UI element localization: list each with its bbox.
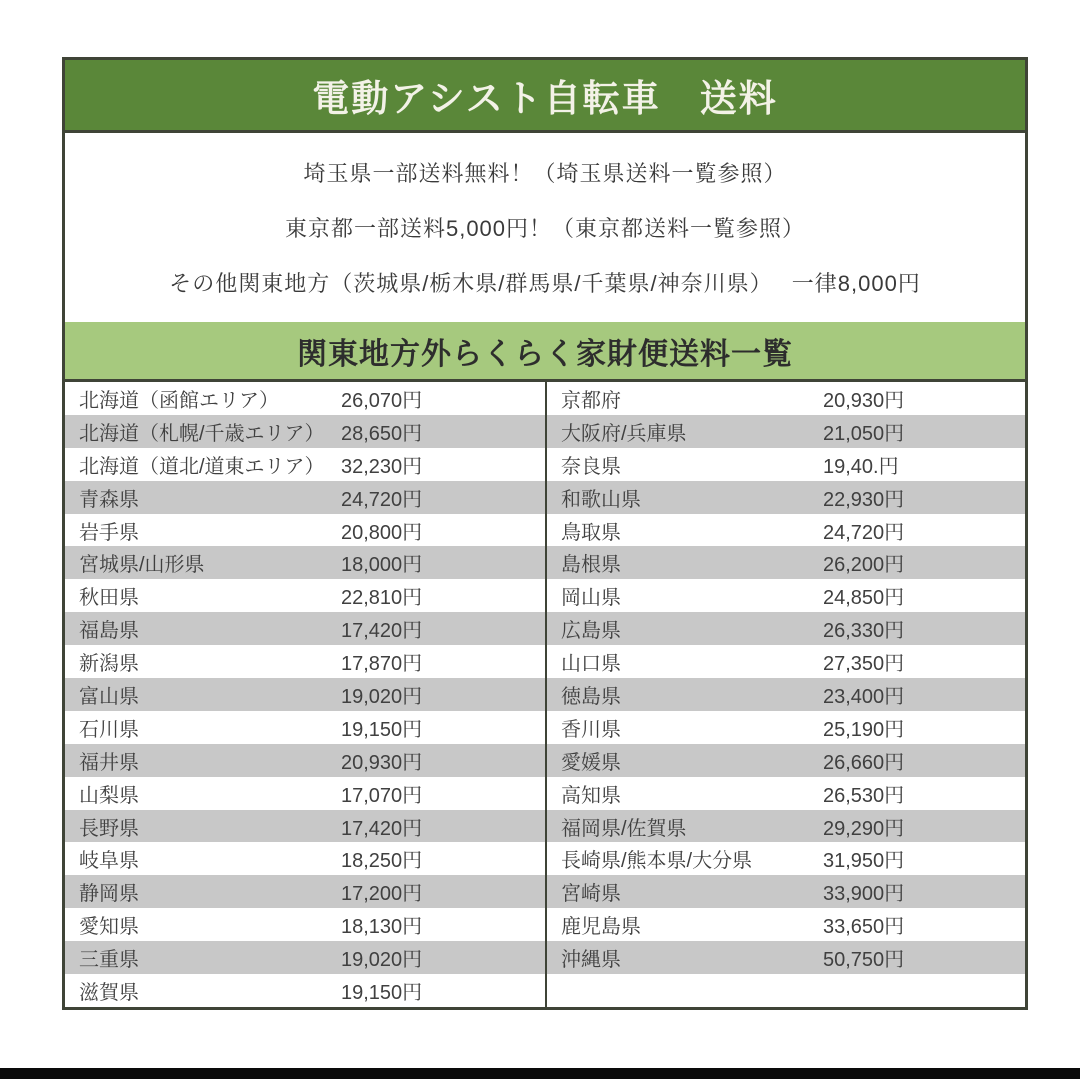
fee-value: 26,530円 [823, 784, 905, 807]
table-row [547, 481, 1025, 514]
table-row [65, 382, 545, 415]
prefecture-name: 石川県 [79, 718, 139, 741]
fee-value: 18,250円 [341, 850, 423, 873]
table-row [547, 645, 1025, 678]
prefecture-name: 高知県 [561, 784, 621, 807]
fee-value: 26,330円 [823, 620, 905, 643]
prefecture-name: 三重県 [79, 949, 139, 972]
prefecture-name: 大阪府/兵庫県 [561, 422, 687, 445]
prefecture-name: 福岡県/佐賀県 [561, 817, 687, 840]
table-row [65, 777, 545, 810]
table-row [547, 777, 1025, 810]
fee-value: 17,870円 [341, 653, 423, 676]
fee-value: 17,420円 [341, 817, 423, 840]
fee-value: 24,720円 [823, 521, 905, 544]
prefecture-name: 北海道（函館エリア） [79, 389, 279, 412]
note-tokyo: 東京都一部送料5,000円！（東京都送料一覧参照） [284, 216, 806, 241]
prefecture-name: 島根県 [561, 554, 621, 577]
prefecture-name: 山口県 [561, 653, 621, 676]
table-title: 関東地方外らくらく家財便送料一覧 [65, 322, 1025, 382]
prefecture-name: 沖縄県 [561, 949, 621, 972]
fee-value: 26,200円 [823, 554, 905, 577]
prefecture-name: 愛知県 [79, 916, 139, 939]
fee-value: 19,150円 [341, 718, 423, 741]
table-row [65, 875, 545, 908]
prefecture-name: 北海道（札幌/千歳エリア） [79, 422, 325, 445]
fee-value: 20,800円 [341, 521, 423, 544]
prefecture-name: 奈良県 [561, 455, 621, 478]
prefecture-name: 秋田県 [79, 587, 139, 610]
fee-value: 22,930円 [823, 488, 905, 511]
fee-value: 19,020円 [341, 685, 423, 708]
prefecture-name: 京都府 [561, 389, 621, 412]
fee-value: 20,930円 [341, 751, 423, 774]
fee-value: 31,950円 [823, 850, 905, 873]
fee-value: 21,050円 [823, 422, 905, 445]
table-row [65, 711, 545, 744]
table-row [547, 678, 1025, 711]
table-row [547, 810, 1025, 843]
table-row [547, 612, 1025, 645]
table-row [547, 941, 1025, 974]
table-row [65, 974, 545, 1007]
fee-value: 18,000円 [341, 554, 423, 577]
footer-bar [0, 1068, 1080, 1079]
prefecture-name: 滋賀県 [79, 981, 139, 1004]
fee-value: 19,150円 [341, 981, 423, 1004]
table-row [65, 612, 545, 645]
prefecture-name: 愛媛県 [561, 751, 621, 774]
fee-value: 23,400円 [823, 685, 905, 708]
table-row [65, 678, 545, 711]
fee-value: 25,190円 [823, 718, 905, 741]
fee-value: 17,420円 [341, 620, 423, 643]
table-row [65, 415, 545, 448]
prefecture-name: 岐阜県 [79, 850, 139, 873]
prefecture-name: 北海道（道北/道東エリア） [79, 455, 325, 478]
fee-value: 26,070円 [341, 389, 423, 412]
table-row [65, 579, 545, 612]
table-row [65, 481, 545, 514]
note-kanto-other: その他関東地方（茨城県/栃木県/群馬県/千葉県/神奈川県） 一律8,000円 [169, 271, 921, 296]
prefecture-name: 長野県 [79, 817, 139, 840]
fee-value: 32,230円 [341, 455, 423, 478]
content-sheet [62, 57, 1028, 1010]
table-row [547, 744, 1025, 777]
table-row [547, 842, 1025, 875]
fee-value: 19,020円 [341, 949, 423, 972]
fee-value: 27,350円 [823, 653, 905, 676]
prefecture-name: 長崎県/熊本県/大分県 [561, 850, 753, 873]
prefecture-name: 新潟県 [79, 653, 139, 676]
table-row [65, 448, 545, 481]
fee-value: 18,130円 [341, 916, 423, 939]
table-row [65, 810, 545, 843]
table-row [65, 514, 545, 547]
fee-value: 24,850円 [823, 587, 905, 610]
fee-value: 20,930円 [823, 389, 905, 412]
prefecture-name: 鹿児島県 [561, 916, 641, 939]
note-saitama: 埼玉県一部送料無料！（埼玉県送料一覧参照） [303, 161, 787, 186]
table-row [547, 382, 1025, 415]
prefecture-name: 宮崎県 [561, 883, 621, 906]
fee-value: 33,900円 [823, 883, 905, 906]
fee-column-left [65, 382, 545, 1007]
table-row [65, 546, 545, 579]
fee-value: 24,720円 [341, 488, 423, 511]
table-row [547, 448, 1025, 481]
prefecture-name: 香川県 [561, 718, 621, 741]
prefecture-name: 和歌山県 [561, 488, 641, 511]
prefecture-name: 福井県 [79, 751, 139, 774]
table-row [65, 744, 545, 777]
table-row [547, 546, 1025, 579]
table-row [65, 645, 545, 678]
prefecture-name: 山梨県 [79, 784, 139, 807]
fee-value: 26,660円 [823, 751, 905, 774]
fee-value: 50,750円 [823, 949, 905, 972]
fee-value: 19,40.円 [823, 455, 899, 478]
table-row [65, 908, 545, 941]
fee-value: 17,070円 [341, 784, 423, 807]
prefecture-name: 広島県 [561, 620, 621, 643]
prefecture-name: 福島県 [79, 620, 139, 643]
prefecture-name: 鳥取県 [561, 521, 621, 544]
table-row [547, 974, 1025, 1007]
shipping-notes [65, 133, 1025, 322]
page-title: 電動アシスト自転車 送料 [65, 60, 1025, 133]
table-row [65, 941, 545, 974]
table-row [65, 842, 545, 875]
prefecture-name: 徳島県 [561, 685, 621, 708]
fee-value: 29,290円 [823, 817, 905, 840]
prefecture-name: 静岡県 [79, 883, 139, 906]
prefecture-name: 青森県 [79, 488, 139, 511]
fee-value: 17,200円 [341, 883, 423, 906]
table-row [547, 579, 1025, 612]
fee-column-right [545, 382, 1025, 1007]
fee-table [65, 382, 1025, 1007]
prefecture-name: 岡山県 [561, 587, 621, 610]
prefecture-name: 宮城県/山形県 [79, 554, 205, 577]
table-row [547, 514, 1025, 547]
fee-value: 22,810円 [341, 587, 423, 610]
table-row [547, 711, 1025, 744]
fee-value: 33,650円 [823, 916, 905, 939]
table-row [547, 415, 1025, 448]
prefecture-name: 岩手県 [79, 521, 139, 544]
table-row [547, 875, 1025, 908]
table-row [547, 908, 1025, 941]
prefecture-name: 富山県 [79, 685, 139, 708]
fee-value: 28,650円 [341, 422, 423, 445]
